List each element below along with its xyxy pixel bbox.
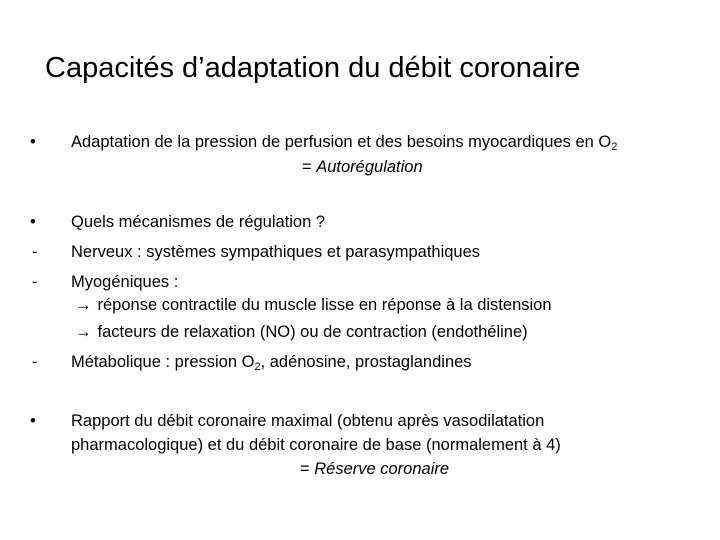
coronary-reserve-line-2: pharmacologique) et du débit coronaire de base (normalement à 4) bbox=[71, 436, 561, 454]
bullet-marker: • bbox=[30, 213, 36, 231]
dash-marker: - bbox=[32, 243, 38, 261]
myogenic-detail-1 bbox=[75, 294, 552, 316]
myogenic-detail-text: réponse contractile du muscle lisse en réponse à la distension bbox=[97, 296, 552, 314]
metabolic-text-end: , adénosine, prostaglandines bbox=[260, 353, 472, 371]
coronary-reserve-term: Réserve coronaire bbox=[314, 460, 450, 478]
autoregulation-term: Autorégulation bbox=[316, 158, 423, 176]
dash-marker: - bbox=[32, 273, 38, 291]
arrow-right-icon: → bbox=[75, 296, 92, 314]
o2-subscript: 2 bbox=[611, 141, 618, 153]
coronary-reserve-line-1: Rapport du débit coronaire maximal (obtenu après vasodilatation bbox=[71, 412, 545, 430]
myogenic-mechanism: Myogéniques : bbox=[71, 273, 179, 291]
nervous-mechanism: Nerveux : systèmes sympathiques et parasympathiques bbox=[71, 243, 481, 261]
coronary-reserve-definition bbox=[300, 458, 449, 480]
autoregulation-line bbox=[71, 131, 617, 153]
o2-subscript: 2 bbox=[254, 361, 261, 373]
autoregulation-text: Adaptation de la pression de perfusion et des besoins myocardiques en O bbox=[71, 133, 612, 151]
bullet-marker: • bbox=[30, 412, 36, 430]
equals-prefix: = bbox=[302, 158, 317, 176]
autoregulation-definition bbox=[302, 156, 423, 178]
equals-prefix: = bbox=[300, 460, 315, 478]
mechanisms-question: Quels mécanismes de régulation ? bbox=[71, 213, 326, 231]
arrow-right-icon: → bbox=[75, 323, 92, 341]
dash-marker: - bbox=[32, 353, 38, 371]
myogenic-detail-text: facteurs de relaxation (NO) ou de contraction (endothéline) bbox=[97, 323, 528, 341]
slide-title: Capacités d’adaptation du débit coronaire bbox=[45, 52, 581, 84]
metabolic-text-start: Métabolique : pression O bbox=[71, 353, 255, 371]
bullet-marker: • bbox=[30, 133, 36, 151]
metabolic-mechanism bbox=[71, 351, 472, 373]
myogenic-detail-2 bbox=[75, 321, 528, 343]
